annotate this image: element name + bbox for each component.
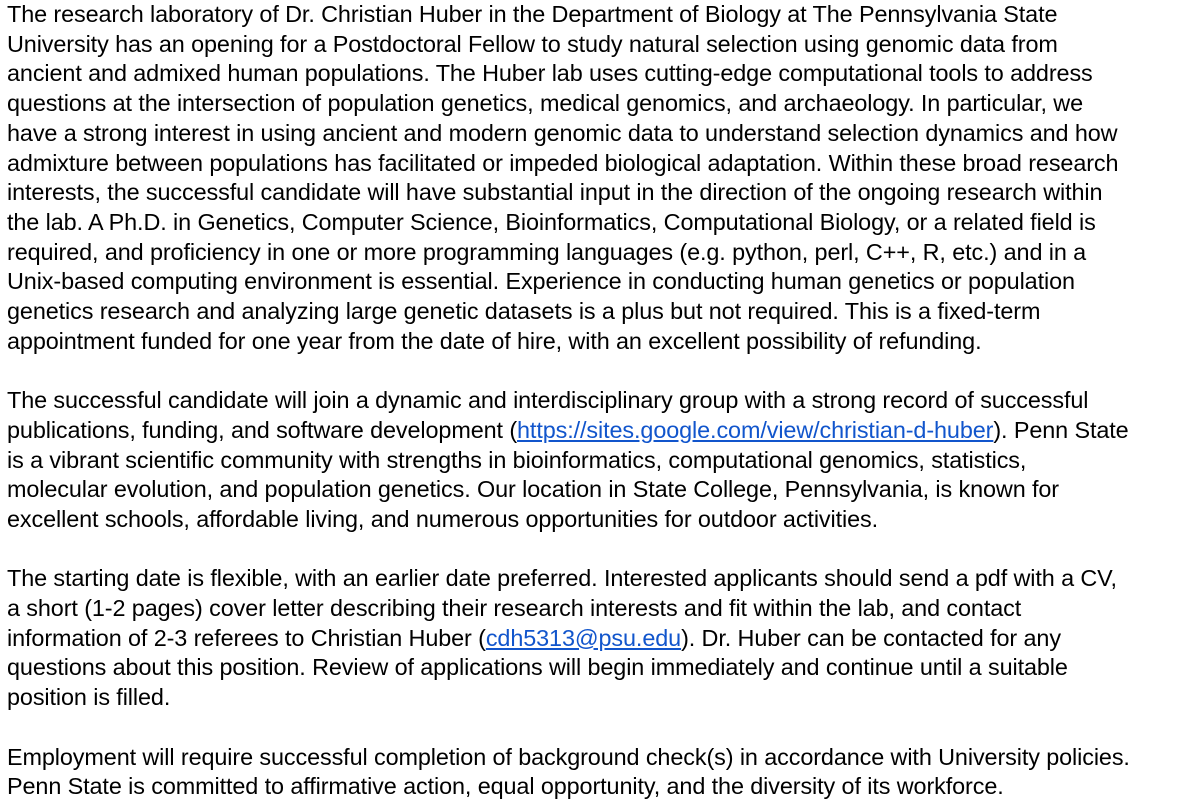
paragraph-position-description xyxy=(7,0,1197,356)
text-segment: ). Dr. Huber can be contacted for any xyxy=(681,624,1061,651)
text-line: appointment funded for one year from the date of hire, with an excellent possibility of refunding. xyxy=(7,327,982,354)
text-line: position is filled. xyxy=(7,684,171,711)
text-line: The research laboratory of Dr. Christian Huber in the Department of Biology at The Pennsylvania State xyxy=(7,1,1058,27)
paragraph-employment-policy xyxy=(7,743,1197,802)
lab-website-link[interactable]: https://sites.google.com/view/christian-d-huber xyxy=(517,416,994,443)
text-line: molecular evolution, and population genetics. Our location in State College, Pennsylvania, is known for xyxy=(7,476,1059,503)
text-line-with-link xyxy=(7,624,1197,654)
paragraph-application-instructions xyxy=(7,564,1197,713)
text-line: a short (1-2 pages) cover letter describing their research interests and fit within the lab, and contact xyxy=(7,595,1022,622)
text-segment: information of 2-3 referees to Christian Huber ( xyxy=(7,624,486,651)
text-line: questions about this position. Review of applications will begin immediately and continue until a suitable xyxy=(7,654,1068,681)
text-line: Penn State is committed to affirmative action, equal opportunity, and the diversity of its workforce. xyxy=(7,773,1004,800)
text-line: genetics research and analyzing large genetic datasets is a plus but not required. This is a fixed-term xyxy=(7,298,1041,325)
job-posting-document xyxy=(7,0,1197,802)
text-line: The successful candidate will join a dynamic and interdisciplinary group with a strong record of successful xyxy=(7,387,1089,414)
text-segment: ). Penn State xyxy=(993,416,1129,443)
text-line: have a strong interest in using ancient and modern genomic data to understand selection dynamics and how xyxy=(7,119,1118,146)
text-line: The starting date is flexible, with an earlier date preferred. Interested applicants should send a pdf with a CV, xyxy=(7,565,1117,592)
text-line: the lab. A Ph.D. in Genetics, Computer Science, Bioinformatics, Computational Biology, or a related field is xyxy=(7,208,1096,235)
text-line: ancient and admixed human populations. The Huber lab uses cutting-edge computational tools to address xyxy=(7,60,1093,87)
text-line: is a vibrant scientific community with strengths in bioinformatics, computational genomics, statistics, xyxy=(7,446,1027,473)
text-line: University has an opening for a Postdoctoral Fellow to study natural selection using genomic data from xyxy=(7,30,1058,57)
text-line: questions at the intersection of population genetics, medical genomics, and archaeology. In particular, we xyxy=(7,90,1083,117)
text-line: interests, the successful candidate will have substantial input in the direction of the ongoing research within xyxy=(7,179,1103,206)
text-line: Employment will require successful completion of background check(s) in accordance with University policies. xyxy=(7,743,1130,770)
paragraph-group-and-location xyxy=(7,386,1197,535)
text-line: excellent schools, affordable living, and numerous opportunities for outdoor activities. xyxy=(7,505,879,532)
text-line-with-link xyxy=(7,416,1197,446)
text-segment: publications, funding, and software development ( xyxy=(7,416,518,443)
text-line: required, and proficiency in one or more programming languages (e.g. python, perl, C++, R, etc.) and in a xyxy=(7,238,1087,265)
text-line: Unix-based computing environment is essential. Experience in conducting human genetics or population xyxy=(7,268,1075,295)
text-line: admixture between populations has facilitated or impeded biological adaptation. Within these broad research xyxy=(7,149,1119,176)
contact-email-link[interactable]: cdh5313@psu.edu xyxy=(485,624,682,651)
